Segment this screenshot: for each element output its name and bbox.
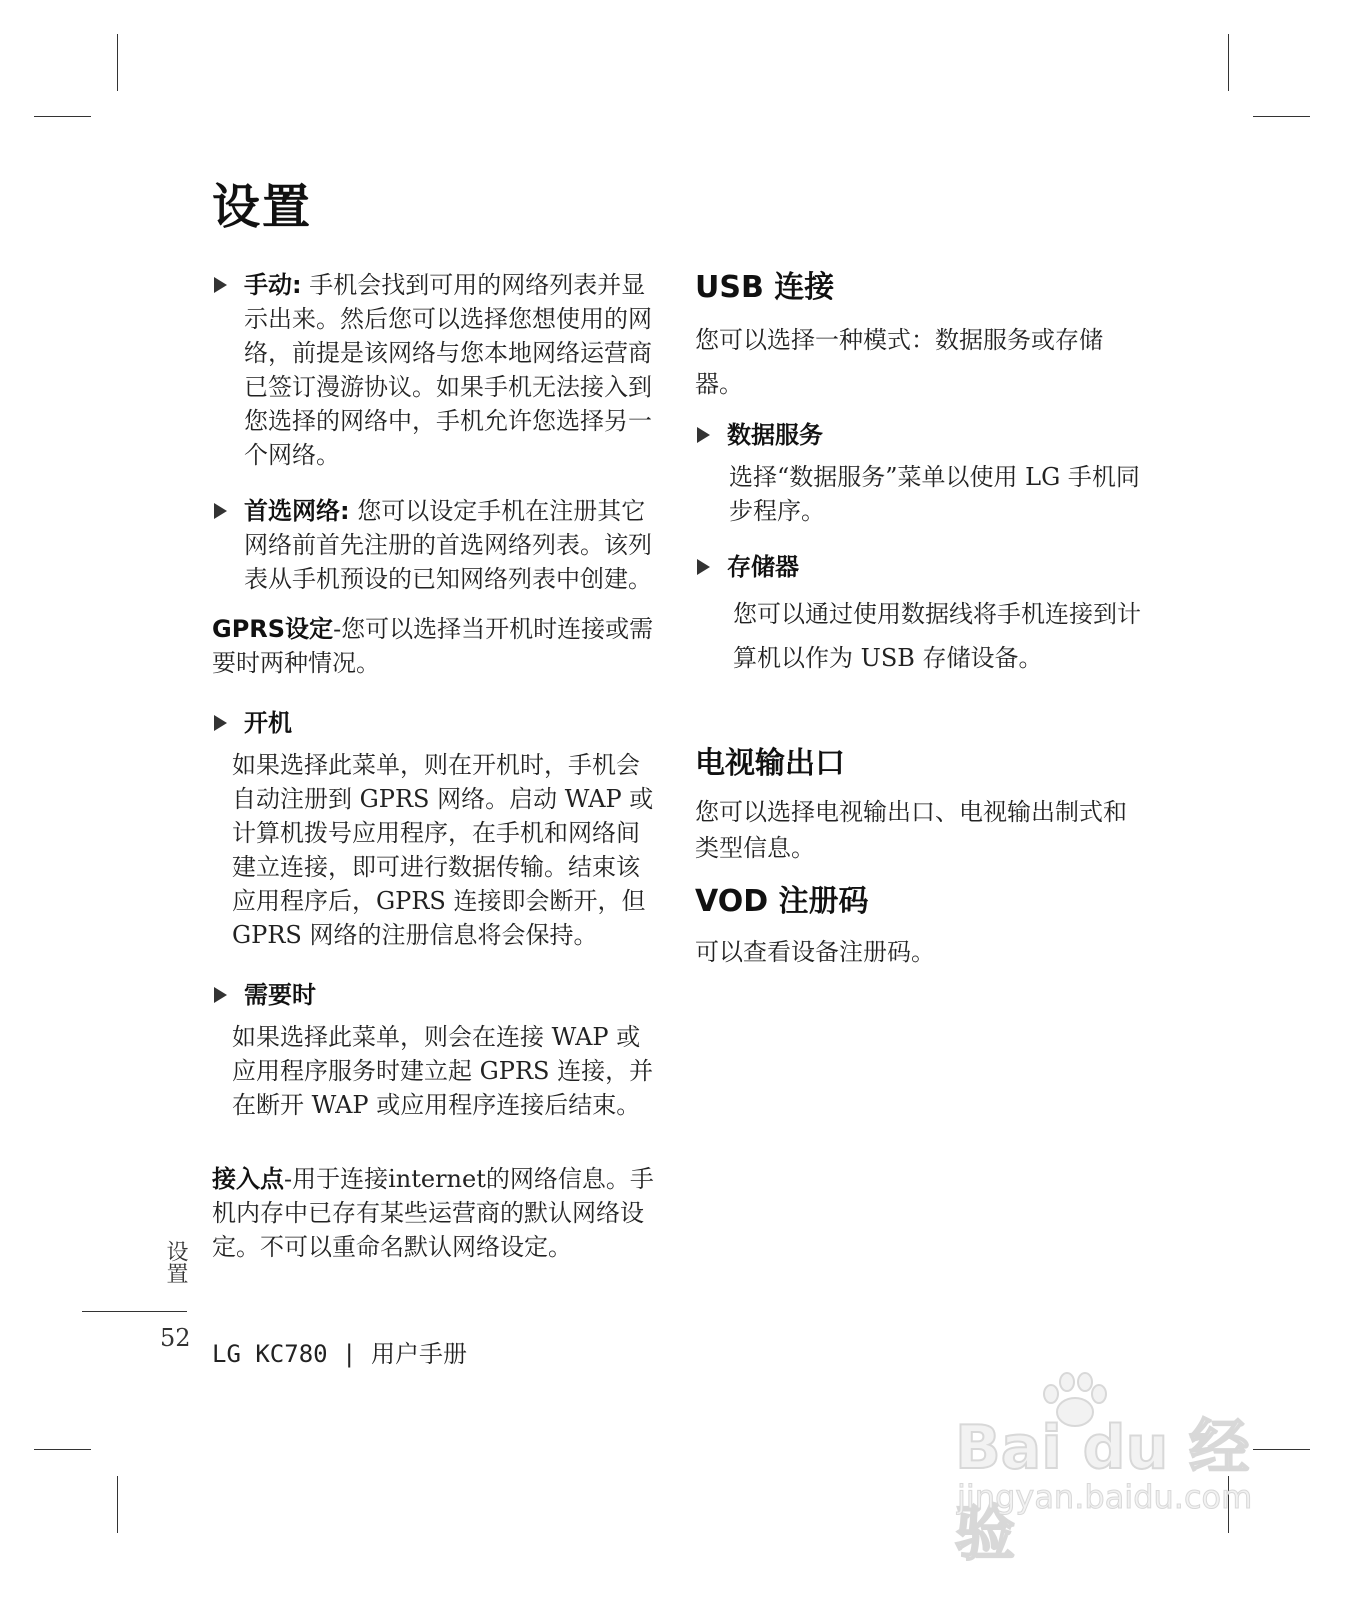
usb-title: USB 连接 xyxy=(695,270,835,305)
access-point-text: -用于连接internet的网络信息。手机内存中已存有某些运营商的默认网络设定。不可以重命名默认网络设定。 xyxy=(212,1165,654,1261)
crop-mark xyxy=(34,1449,91,1450)
tv-out-title: 电视输出口 xyxy=(695,746,845,781)
usb-option-storage xyxy=(695,550,1150,584)
gprs-label: GPRS设定 xyxy=(212,615,334,643)
page-title: 设置 xyxy=(212,179,313,235)
crop-mark xyxy=(117,34,118,91)
access-point xyxy=(212,1162,657,1264)
usb-option-data-service xyxy=(695,418,1150,452)
side-tab: 设置 xyxy=(163,1240,188,1284)
option-body: 选择“数据服务”菜单以使用 LG 手机同步程序。 xyxy=(729,463,1140,525)
crop-mark xyxy=(117,1476,118,1533)
page-number: 52 xyxy=(160,1324,191,1352)
triangle-bullet-icon xyxy=(214,987,227,1003)
footer: LG KC780 | 用户手册 xyxy=(212,1340,467,1368)
bullet-label: 首选网络: xyxy=(244,497,350,525)
crop-mark xyxy=(34,116,91,117)
option-body: 如果选择此菜单，则会在连接 WAP 或应用程序服务时建立起 GPRS 连接，并在断开 WAP 或应用程序连接后结束。 xyxy=(232,1023,654,1119)
vod-title: VOD 注册码 xyxy=(695,884,869,919)
bullet-text: 您可以设定手机在注册其它网络前首先注册的首选网络列表。该列表从手机预设的已知网络列表中创建。 xyxy=(244,497,652,593)
access-point-label: 接入点 xyxy=(212,1165,284,1193)
crop-mark xyxy=(1228,34,1229,91)
option-title: 开机 xyxy=(244,709,292,737)
crop-mark xyxy=(1253,116,1310,117)
option-when-needed xyxy=(212,978,657,1012)
bullet-preferred-network xyxy=(212,494,657,596)
option-body: 如果选择此菜单，则在开机时，手机会自动注册到 GPRS 网络。启动 WAP 或计算机拨号应用程序，在手机和网络间建立连接，即可进行数据传输。结束该应用程序后，GPRS 连接即会断开，但 GPRS 网络的注册信息将会保持。 xyxy=(232,751,654,949)
bullet-label: 手动: xyxy=(244,271,302,299)
right-column xyxy=(695,268,1150,982)
gprs-setting xyxy=(212,612,657,680)
bullet-text: 手机会找到可用的网络列表并显示出来。然后您可以选择您想使用的网络，前提是该网络与您本地网络运营商已签订漫游协议。如果手机无法接入到您选择的网络中，手机允许您选择另一个网络。 xyxy=(244,271,652,469)
triangle-bullet-icon xyxy=(214,715,227,731)
left-column xyxy=(212,268,657,1282)
watermark-logo: Bai du 经验 xyxy=(955,1413,1250,1569)
gprs-text: -您可以选择当开机时连接或需要时两种情况。 xyxy=(212,615,654,677)
option-body: 您可以通过使用数据线将手机连接到计算机以作为 USB 存储设备。 xyxy=(733,600,1141,672)
triangle-bullet-icon xyxy=(214,277,227,293)
triangle-bullet-icon xyxy=(697,559,710,575)
tv-out-body: 您可以选择电视输出口、电视输出制式和类型信息。 xyxy=(695,798,1127,862)
triangle-bullet-icon xyxy=(697,427,710,443)
watermark xyxy=(955,1370,1265,1569)
bullet-manual xyxy=(212,268,657,472)
option-title: 需要时 xyxy=(244,981,316,1009)
option-power-on xyxy=(212,706,657,740)
option-title: 数据服务 xyxy=(727,421,823,449)
triangle-bullet-icon xyxy=(214,503,227,519)
side-divider xyxy=(82,1311,187,1312)
usb-body: 您可以选择一种模式：数据服务或存储器。 xyxy=(695,326,1103,398)
option-title: 存储器 xyxy=(727,553,799,581)
vod-body: 可以查看设备注册码。 xyxy=(695,938,935,966)
watermark-url: jingyan.baidu.com xyxy=(957,1478,1253,1516)
